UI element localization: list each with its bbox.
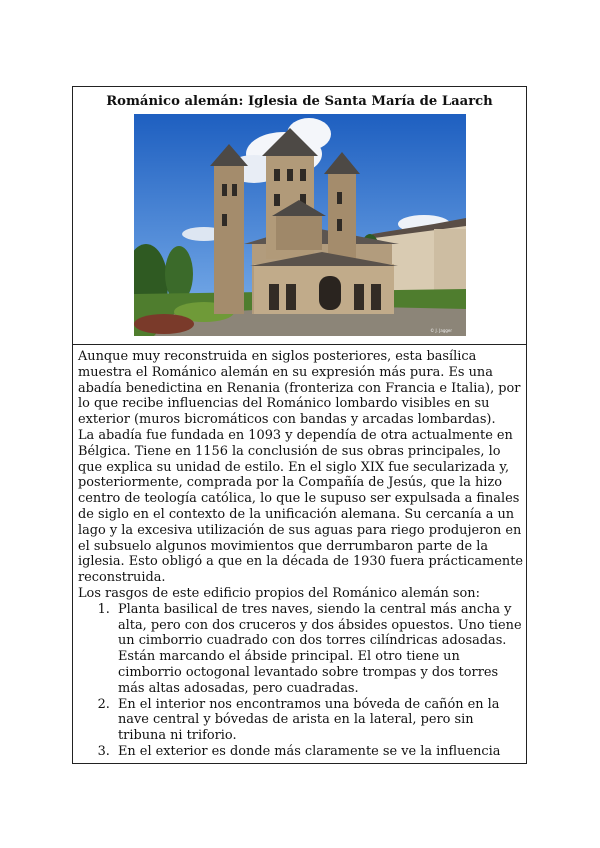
photo-credit: © J. Jagger bbox=[429, 328, 452, 333]
paragraph-2: La abadía fue fundada en 1093 y dependía de otra actualmente en Bélgica. Tiene en 1156 la conclusión de sus obras principales, lo que explica su unidad de estilo. En el siglo XIX fue secularizada y, posteriormente, comprada por la Compañía de Jesús, que la hizo centro de teología católica, lo que le supuso ser expulsada a finales de siglo en el contexto de la unificación alemana. Su cercanía a un lago y la excesiva utilización de sus aguas para riego produjeron en el subsuelo algunos movimientos que derrumbaron parte de la iglesia. Esto obligó a que en la década de 1930 fuera prácticamente reconstruida. bbox=[78, 427, 524, 586]
paragraph-1: Aunque muy reconstruida en siglos posteriores, esta basílica muestra el Románico alemán en su expresión más pura. Es una abadía benedictina en Renania (fronteriza con Francia e Italia), por lo que recibe influencias del Románico lombardo visibles en su exterior (muros bicromáticos con bandas y arcadas lombardas). bbox=[78, 349, 521, 428]
paragraph-3: Los rasgos de este edificio propios del Románico alemán son: bbox=[78, 585, 480, 601]
church-photo bbox=[134, 114, 466, 336]
header-cell bbox=[73, 87, 526, 345]
body-cell bbox=[73, 345, 526, 763]
list-item: 1. Planta basilical de tres naves, siendo la central más ancha y alta, pero con dos cruceros y dos ábsides opuestos. Uno tiene un cimborrio cuadrado con dos torres cilíndricas adosadas. Están marcando el ábside principal. El otro tiene un cimborrio octogonal levantado sobre trompas y dos torres más altas adosadas, pero cuadradas. bbox=[114, 602, 523, 697]
list-item: 3. En el exterior es donde más claramente se ve la influencia bbox=[114, 744, 523, 760]
document-table bbox=[72, 86, 527, 764]
list-item: 2. En el interior nos encontramos una bóveda de cañón en la nave central y bóvedas de arista en la lateral, pero sin tribuna ni triforio. bbox=[114, 697, 523, 744]
features-list bbox=[78, 602, 523, 760]
document-title: Románico alemán: Iglesia de Santa María de Laarch bbox=[106, 94, 493, 109]
